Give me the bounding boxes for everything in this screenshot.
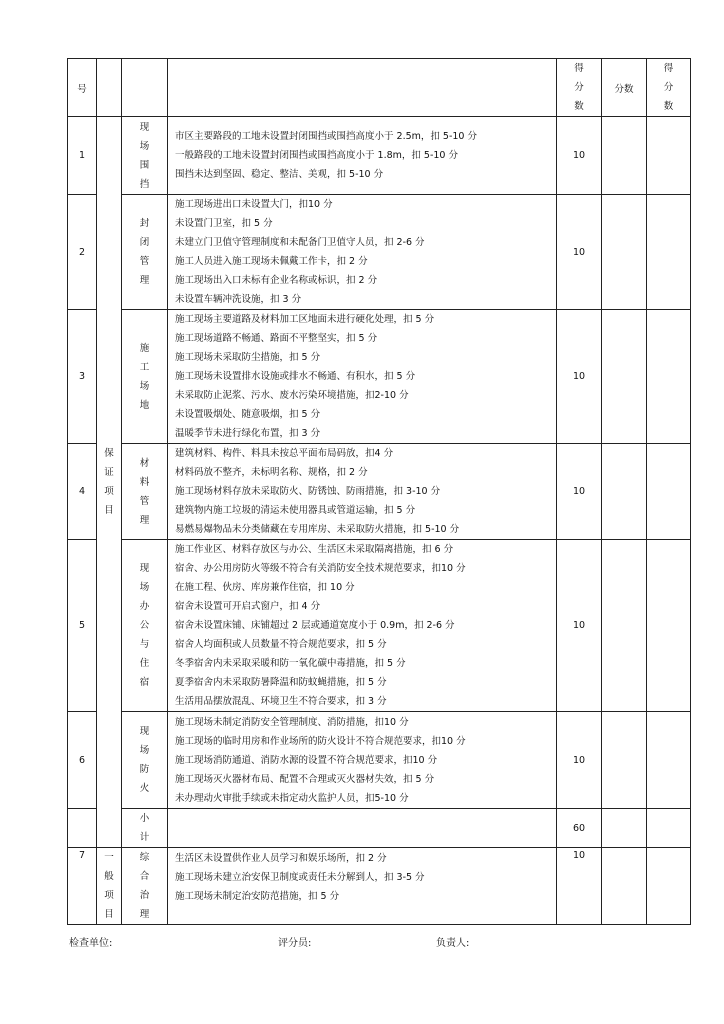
- subtotal-label: [122, 809, 168, 848]
- item-char: 理: [139, 275, 150, 286]
- subtotal-blank: [68, 809, 97, 848]
- criteria-line: 施工现场未设置排水设施或排水不畅通、有积水，扣 5 分: [175, 371, 416, 382]
- item-char: 现: [139, 563, 150, 574]
- criteria-line: 施工现场未建立治安保卫制度或责任未分解到人，扣 3-5 分: [175, 872, 425, 883]
- header-blank-cat: [97, 59, 122, 117]
- item-char: 场: [139, 380, 150, 392]
- category-main: [97, 117, 122, 848]
- criteria-line: 施工现场灭火器材布局、配置不合理或灭火器材失效，扣 5 分: [175, 773, 435, 785]
- points-value: 10: [557, 444, 602, 540]
- deduction-criteria: [168, 117, 557, 195]
- item-name: [122, 117, 168, 195]
- item-name: [122, 444, 168, 540]
- subtotal-char: 小: [139, 813, 150, 824]
- subtotal-actual: [647, 809, 691, 848]
- criteria-line: 施工现场材料存放未采取防火、防锈蚀、防雨措施，扣 3-10 分: [175, 486, 441, 497]
- criteria-line: 夏季宿舍内未采取防暑降温和防蚊蝇措施，扣 5 分: [175, 677, 387, 688]
- criteria-line: 宿舍未设置可开启式窗户，扣 4 分: [175, 601, 321, 612]
- criteria-line: 未办理动火审批手续或未指定动火监护人员，扣5-10 分: [175, 792, 409, 804]
- table-row: [68, 848, 691, 925]
- criteria-line: 宿舍未设置床铺、床铺超过 2 层或通道宽度小于 0.9m，扣 2-6 分: [175, 620, 455, 631]
- points-value: 10: [557, 540, 602, 712]
- table-row: [68, 444, 691, 540]
- row-number: 7: [68, 848, 97, 925]
- row-number: 5: [68, 540, 97, 712]
- item-char: 封: [139, 218, 150, 229]
- item-char: 防: [139, 764, 150, 775]
- deduct-cell: [602, 195, 647, 310]
- header-row: [68, 59, 691, 117]
- category-general-char: 一: [104, 852, 114, 863]
- deduction-criteria: [168, 712, 557, 809]
- item-char: 施: [139, 342, 150, 354]
- signature-footer: [69, 934, 689, 954]
- criteria-line: 未采取防止泥浆、污水、废水污染环境措施，扣2-10 分: [175, 390, 409, 401]
- criteria-line: 生活区未设置供作业人员学习和娱乐场所，扣 2 分: [175, 853, 387, 864]
- points-value: 10: [557, 848, 602, 925]
- actual-score-cell: [647, 540, 691, 712]
- deduction-criteria: [168, 444, 557, 540]
- header-no: 号: [68, 59, 97, 117]
- header-deduct: 分数: [602, 59, 647, 117]
- actual-score-cell: [647, 712, 691, 809]
- table-row: [68, 117, 691, 195]
- item-char: 治: [139, 890, 150, 901]
- subtotal-row: [68, 809, 691, 848]
- item-char: 理: [139, 514, 150, 526]
- actual-score-cell: [647, 195, 691, 310]
- actual-score-cell: [647, 117, 691, 195]
- item-char: 管: [139, 256, 150, 267]
- item-char: 料: [139, 476, 150, 488]
- deduction-criteria: [168, 195, 557, 310]
- item-char: 综: [139, 852, 150, 863]
- item-char: 办: [139, 601, 150, 612]
- criteria-line: 未建立门卫值守管理制度和未配备门卫值守人员，扣 2-6 分: [175, 237, 425, 248]
- category-general-char: 目: [104, 909, 114, 920]
- item-char: 挡: [139, 178, 150, 190]
- header-blank-content: [168, 59, 557, 117]
- points-value: 10: [557, 195, 602, 310]
- subtotal-char: 计: [139, 832, 150, 843]
- criteria-line: 建筑材料、构件、料具未按总平面布局码放，扣4 分: [175, 448, 394, 459]
- points-value: 10: [557, 117, 602, 195]
- row-number: 3: [68, 310, 97, 444]
- criteria-line: 施工现场主要道路及材料加工区地面未进行硬化处理，扣 5 分: [175, 314, 435, 325]
- criteria-line: 施工现场未采取防尘措施，扣 5 分: [175, 352, 321, 363]
- row-number: 4: [68, 444, 97, 540]
- item-char: 场: [139, 745, 150, 756]
- criteria-line: 在施工程、伙房、库房兼作住宿，扣 10 分: [175, 582, 355, 593]
- deduct-cell: [602, 444, 647, 540]
- criteria-line: 一般路段的工地未设置封闭围挡或围挡高度小于 1.8m，扣 5-10 分: [175, 150, 458, 161]
- points-value: 10: [557, 310, 602, 444]
- item-char: 场: [139, 582, 150, 593]
- subtotal-points: 60: [557, 809, 602, 848]
- header-blank-item: [122, 59, 168, 117]
- category-general-char: 项: [104, 890, 114, 901]
- item-char: 管: [139, 495, 150, 507]
- actual-score-cell: [647, 310, 691, 444]
- actual-score-cell: [647, 848, 691, 925]
- category-main-char: 证: [104, 467, 114, 478]
- deduct-cell: [602, 848, 647, 925]
- criteria-line: 施工人员进入施工现场未佩戴工作卡，扣 2 分: [175, 256, 368, 267]
- criteria-line: 施工现场进出口未设置大门，扣10 分: [175, 199, 333, 210]
- row-number: 2: [68, 195, 97, 310]
- category-general-char: 般: [104, 871, 114, 882]
- category-general: [97, 848, 122, 925]
- item-name: [122, 195, 168, 310]
- deduction-criteria: [168, 540, 557, 712]
- criteria-line: 市区主要路段的工地未设置封闭围挡或围挡高度小于 2.5m，扣 5-10 分: [175, 131, 477, 142]
- criteria-line: 未设置车辆冲洗设施，扣 3 分: [175, 294, 302, 305]
- deduct-cell: [602, 712, 647, 809]
- deduction-criteria: [168, 848, 557, 925]
- item-char: 与: [139, 639, 150, 650]
- subtotal-deduct: [602, 809, 647, 848]
- table-row: [68, 540, 691, 712]
- category-main-char: 保: [104, 448, 114, 459]
- item-char: 合: [139, 871, 150, 882]
- deduct-cell: [602, 117, 647, 195]
- table-row: [68, 712, 691, 809]
- subtotal-content-blank: [168, 809, 557, 848]
- table-row: [68, 310, 691, 444]
- item-char: 现: [139, 726, 150, 737]
- criteria-line: 建筑物内施工垃圾的清运未使用器具或管道运输，扣 5 分: [175, 505, 416, 516]
- deduct-cell: [602, 540, 647, 712]
- criteria-line: 未设置吸烟处、随意吸烟，扣 5 分: [175, 409, 321, 420]
- header-score: 得 分 数: [557, 59, 602, 117]
- item-name: [122, 310, 168, 444]
- item-char: 材: [139, 457, 150, 469]
- row-number: 1: [68, 117, 97, 195]
- category-main-char: 项: [104, 486, 114, 497]
- item-name: [122, 540, 168, 712]
- criteria-line: 材料码放不整齐，未标明名称、规格，扣 2 分: [175, 467, 368, 478]
- item-char: 围: [139, 159, 150, 171]
- criteria-line: 冬季宿舍内未采取采暖和防一氧化碳中毒措施，扣 5 分: [175, 658, 406, 669]
- item-char: 住: [139, 658, 150, 669]
- criteria-line: 易燃易爆物品未分类储藏在专用库房、未采取防火措施，扣 5-10 分: [175, 524, 460, 535]
- criteria-line: 施工作业区、材料存放区与办公、生活区未采取隔离措施，扣 6 分: [175, 544, 454, 555]
- points-value: 10: [557, 712, 602, 809]
- item-char: 宿: [139, 677, 150, 688]
- criteria-line: 施工现场的临时用房和作业场所的防火设计不符合规范要求，扣10 分: [175, 735, 466, 747]
- responsible-label: 负责人:: [436, 938, 470, 949]
- criteria-line: 施工现场消防通道、消防水源的设置不符合规范要求，扣10 分: [175, 754, 438, 766]
- item-name: [122, 712, 168, 809]
- deduct-cell: [602, 310, 647, 444]
- actual-score-cell: [647, 444, 691, 540]
- item-char: 火: [139, 783, 150, 794]
- table-row: [68, 195, 691, 310]
- item-char: 场: [139, 140, 150, 152]
- criteria-line: 未设置门卫室，扣 5 分: [175, 218, 273, 229]
- category-main-char: 目: [104, 505, 114, 516]
- item-char: 公: [139, 620, 150, 631]
- criteria-line: 宿舍、办公用房防火等级不符合有关消防安全技术规范要求，扣10 分: [175, 563, 466, 574]
- item-name: [122, 848, 168, 925]
- scorer-label: 评分员:: [278, 938, 312, 949]
- item-char: 理: [139, 909, 150, 920]
- inspection-table: [67, 58, 691, 925]
- criteria-line: 施工现场未制定治安防范措施，扣 5 分: [175, 891, 340, 902]
- deduction-criteria: [168, 310, 557, 444]
- row-number: 6: [68, 712, 97, 809]
- criteria-line: 生活用品摆放混乱、环境卫生不符合要求，扣 3 分: [175, 696, 387, 707]
- criteria-line: 温暖季节未进行绿化布置，扣 3 分: [175, 428, 321, 439]
- item-char: 现: [139, 121, 150, 133]
- criteria-line: 施工现场未制定消防安全管理制度、消防措施，扣10 分: [175, 716, 409, 728]
- header-actual: 得 分 数: [647, 59, 691, 117]
- inspect-unit-label: 检查单位:: [69, 938, 113, 949]
- criteria-line: 施工现场道路不畅通、路面不平整坚实，扣 5 分: [175, 333, 378, 344]
- item-char: 地: [139, 399, 150, 411]
- item-char: 工: [139, 361, 150, 373]
- criteria-line: 宿舍人均面积或人员数量不符合规范要求，扣 5 分: [175, 639, 387, 650]
- criteria-line: 施工现场出入口未标有企业名称或标识，扣 2 分: [175, 275, 378, 286]
- criteria-line: 围挡未达到坚固、稳定、整洁、美观，扣 5-10 分: [175, 169, 384, 180]
- item-char: 闭: [139, 237, 150, 248]
